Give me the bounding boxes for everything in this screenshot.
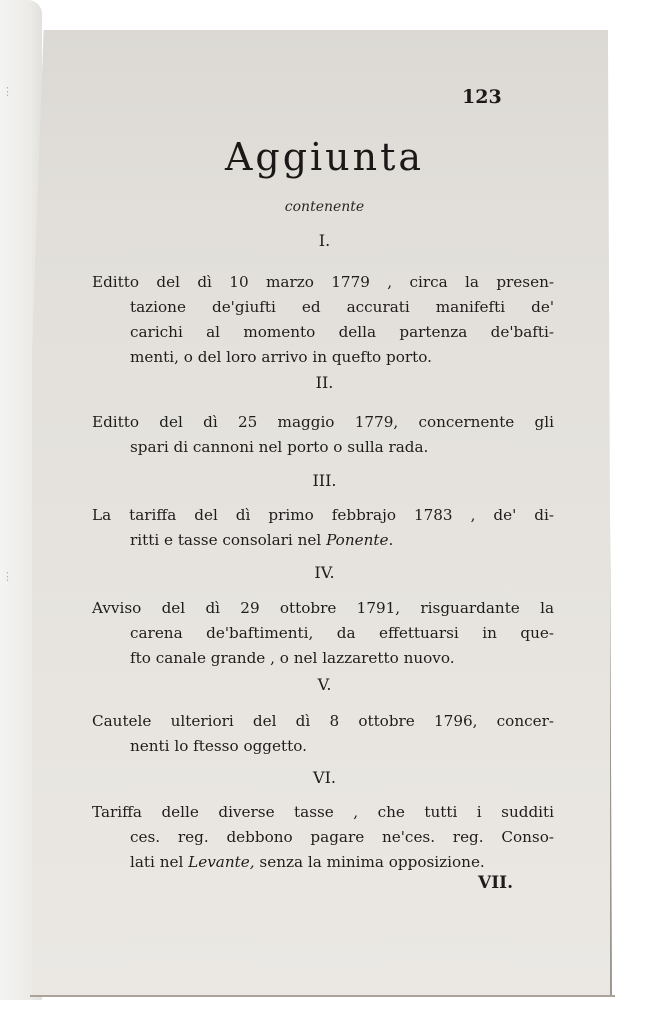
entry-line: carena de'baftimenti, da effettuarsi in que-	[130, 624, 554, 642]
section-entry	[92, 410, 554, 460]
section-numeral: II.	[315, 373, 334, 392]
section-entry	[92, 503, 554, 553]
section-numeral: VI.	[313, 768, 336, 787]
entry-line: La tariffa del dì primo febbrajo 1783 , de' di-	[92, 506, 554, 524]
italic-word: Levante,	[188, 853, 255, 871]
entry-line: Editto del dì 25 maggio 1779, concernente gli	[92, 413, 554, 431]
section-entry	[92, 800, 554, 875]
section-numeral: IV.	[314, 563, 335, 582]
bleed-through-mark: ⋮	[2, 85, 13, 98]
entry-line: fto canale grande , o nel lazzaretto nuovo.	[130, 649, 455, 667]
section-entry	[92, 709, 554, 759]
entry-line: ces. reg. debbono pagare ne'ces. reg. Conso-	[130, 828, 554, 846]
section-numeral: V.	[317, 675, 332, 694]
page-title: Aggiunta	[224, 135, 425, 179]
entry-line: lati nel	[130, 853, 184, 871]
entry-line: ritti e tasse consolari nel	[130, 531, 322, 549]
entry-line-wrap	[92, 850, 554, 875]
entry-line: Avviso del dì 29 ottobre 1791, risguardante la	[92, 599, 554, 617]
punctuation: .	[388, 531, 394, 549]
page-bottom-edge	[30, 995, 615, 997]
entry-line: Editto del dì 10 marzo 1779 , circa la presen-	[92, 273, 554, 291]
entry-line: Cautele ulteriori del dì 8 ottobre 1796, concer-	[92, 712, 554, 730]
section-entry	[92, 596, 554, 671]
section-numeral: I.	[318, 231, 331, 250]
entry-line: Tariffa delle diverse tasse , che tutti i sudditi	[92, 803, 554, 821]
section-numeral: VII.	[478, 873, 514, 893]
page-number: 123	[462, 86, 502, 108]
bleed-through-mark: ⋮	[2, 570, 13, 583]
entry-line: menti, o del loro arrivo in quefto porto.	[130, 348, 432, 366]
section-numeral: III.	[312, 471, 337, 490]
entry-line: nenti lo ftesso oggetto.	[130, 737, 307, 755]
page-subtitle: contenente	[284, 199, 365, 215]
entry-line: tazione de'giufti ed accurati manifefti de'	[130, 298, 554, 316]
entry-line-end: senza la minima opposizione.	[254, 853, 485, 871]
section-entry	[92, 270, 554, 370]
italic-word: Ponente	[326, 531, 389, 549]
entry-line: carichi al momento della partenza de'bafti-	[130, 323, 554, 341]
entry-line: spari di cannoni nel porto o sulla rada.	[130, 438, 429, 456]
entry-line-wrap	[92, 528, 554, 553]
